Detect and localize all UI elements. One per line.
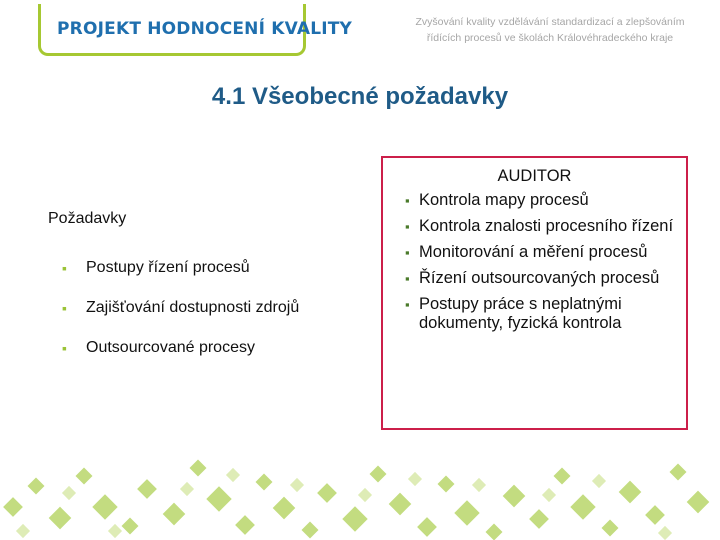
- auditor-item: ▪ Postupy práce s neplatnými dokumenty, fyzická kontrola: [419, 295, 678, 333]
- auditor-item: ▪ Kontrola znalosti procesního řízení: [419, 217, 678, 236]
- auditor-heading: AUDITOR: [497, 167, 572, 185]
- logo-text: PROJEKT HODNOCENÍ KVALITY: [57, 18, 353, 39]
- project-logo: [38, 4, 353, 56]
- auditor-list: [383, 191, 686, 333]
- auditor-item: ▪ Řízení outsourcovaných procesů: [419, 269, 678, 288]
- requirements-heading: Požadavky: [48, 210, 127, 227]
- slide-title: 4.1 Všeobecné požadavky: [211, 83, 509, 110]
- auditor-item: ▪ Monitorování a měření procesů: [419, 243, 678, 262]
- decorative-squares-pattern: [0, 440, 720, 540]
- tagline-line-1: Zvyšování kvality vzdělávání standardizací a zlepšováním: [415, 16, 685, 28]
- auditor-item: ▪ Kontrola mapy procesů: [419, 191, 678, 210]
- requirement-item: ▪ Zajišťování dostupnosti zdrojů: [86, 290, 336, 326]
- auditor-box: [381, 156, 688, 430]
- requirement-item: ▪ Postupy řízení procesů: [86, 250, 336, 286]
- requirement-item: ▪ Outsourcované procesy: [86, 330, 336, 366]
- tagline-line-2: řídících procesů ve školách Královéhradeckého kraje: [426, 32, 674, 44]
- project-tagline: [400, 14, 700, 46]
- requirements-list: [48, 250, 336, 366]
- requirements-section: [48, 210, 336, 370]
